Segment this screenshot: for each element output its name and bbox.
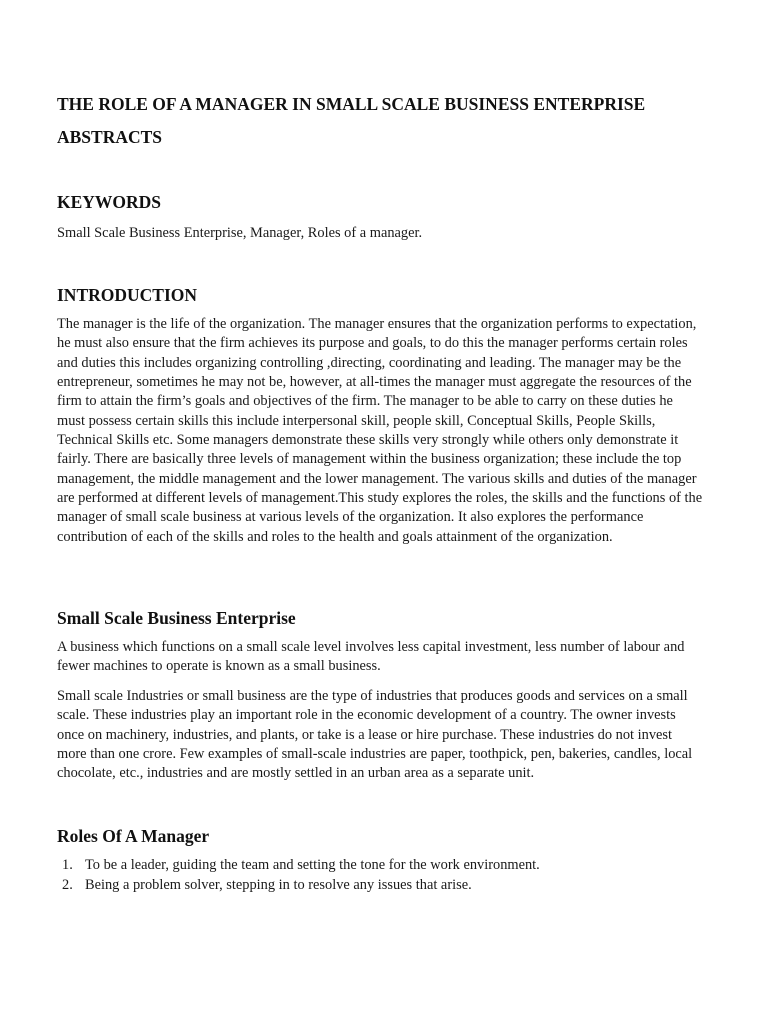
document-title: THE ROLE OF A MANAGER IN SMALL SCALE BUSINESS ENTERPRISE xyxy=(57,94,646,114)
keywords-heading: KEYWORDS xyxy=(57,192,162,212)
list-item-text: Being a problem solver, stepping in to resolve any issues that arise. xyxy=(85,876,472,893)
list-item-text: To be a leader, guiding the team and setting the tone for the work environment. xyxy=(85,857,540,873)
keywords-text: Small Scale Business Enterprise, Manager, Roles of a manager. xyxy=(57,225,423,241)
list-item-number: 2. xyxy=(62,876,73,893)
small-scale-business-paragraph-2: Small scale Industries or small business are the type of industries that produces goods and services on a small scale. These industries play an important role in the economic development of a country. The owner invests once on machinery, industries, and plants, or take is a lease or hire purchase. These industries do not invest more than one crore. Few examples of small-scale industries are paper, toothpick, pen, bakeries, candles, local chocolate, etc., industries and are mostly settled in an urban area as a separate unit. xyxy=(57,688,693,782)
small-scale-business-heading: Small Scale Business Enterprise xyxy=(57,608,296,628)
roles-heading: Roles Of A Manager xyxy=(57,826,210,846)
roles-list xyxy=(57,856,703,895)
introduction-paragraph: The manager is the life of the organization. The manager ensures that the organization performs to expectation, he must also ensure that the firm achieves its purpose and goals, to do this the manager performs certain roles and duties this includes organizing controlling ,directing, coordinating and leading. The manager may be the entrepreneur, sometimes he may not be, however, at all-times the manager must aggregate the resources of the firm to attain the firm’s goals and objectives of the firm. The manager to be able to carry on these duties he must possess certain skills this include interpersonal skill, people skill, Conceptual Skills, People Skills, Technical Skills etc. Some managers demonstrate these skills very strongly while others only demonstrate it fairly. There are basically three levels of management within the business organization; these include the top management, the middle management and the lower management. The various skills and duties of the manager are performed at different levels of management.This study explores the roles, the skills and the functions of the manager of small scale business at various levels of the organization. It also explores the performance contribution of each of the skills and roles to the health and goals attainment of the organization. xyxy=(57,316,703,545)
list-item-number: 1. xyxy=(62,857,73,873)
abstracts-heading: ABSTRACTS xyxy=(57,127,163,147)
small-scale-business-paragraph-1: A business which functions on a small scale level involves less capital investment, less number of labour and fewer machines to operate is known as a small business. xyxy=(57,639,685,675)
list-item xyxy=(57,876,703,896)
introduction-heading: INTRODUCTION xyxy=(57,285,198,305)
list-item xyxy=(57,856,703,876)
